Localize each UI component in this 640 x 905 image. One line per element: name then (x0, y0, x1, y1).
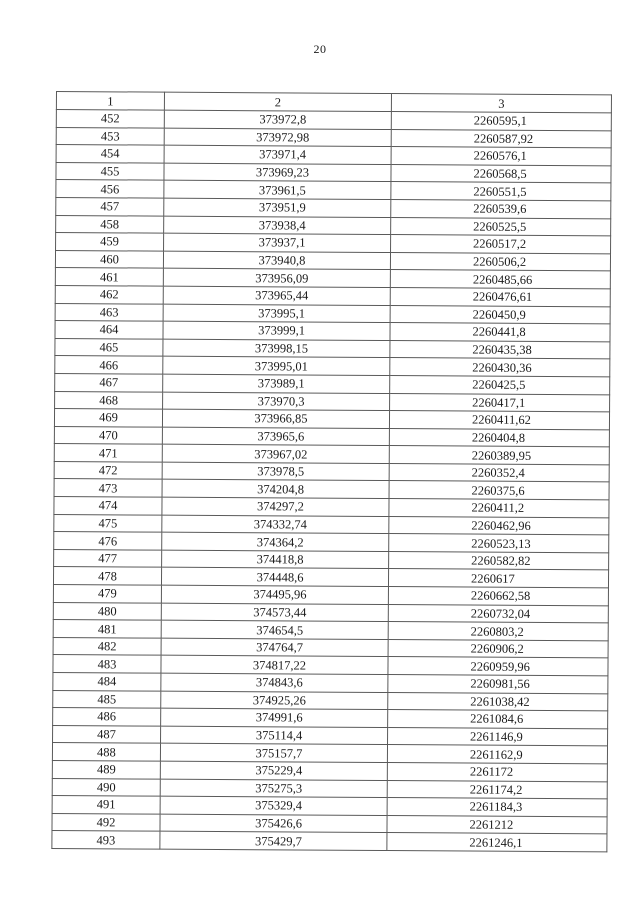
point-number-cell: 480 (53, 602, 161, 620)
y-coordinate-cell: 2260732,04 (388, 604, 608, 623)
point-number-cell: 454 (56, 145, 164, 163)
y-coordinate-cell: 2260411,62 (389, 411, 609, 430)
x-coordinate-cell: 373961,5 (164, 181, 391, 200)
x-coordinate-cell: 373937,1 (164, 233, 391, 252)
x-coordinate-cell: 375114,4 (161, 726, 388, 745)
x-coordinate-cell: 374332,74 (162, 515, 389, 534)
point-number-cell: 479 (53, 585, 161, 603)
column-header-y-coordinate: 3 (391, 94, 611, 113)
point-number-cell: 459 (56, 233, 164, 251)
x-coordinate-cell: 374448,6 (161, 568, 388, 587)
point-number-cell: 464 (55, 321, 163, 339)
point-number-cell: 493 (52, 831, 160, 849)
point-number-cell: 490 (52, 778, 160, 796)
x-coordinate-cell: 373951,9 (164, 198, 391, 217)
coordinates-table (51, 91, 612, 852)
y-coordinate-cell: 2260404,8 (389, 428, 609, 447)
y-coordinate-cell: 2260576,1 (391, 147, 611, 166)
column-header-point-number: 1 (56, 92, 164, 111)
column-header-x-coordinate: 2 (164, 92, 391, 111)
point-number-cell: 488 (52, 743, 160, 761)
x-coordinate-cell: 374925,26 (161, 691, 388, 710)
x-coordinate-cell: 373978,5 (162, 462, 389, 481)
y-coordinate-cell: 2260517,2 (391, 235, 611, 254)
point-number-cell: 491 (52, 796, 160, 814)
y-coordinate-cell: 2260450,9 (390, 305, 610, 324)
x-coordinate-cell: 373965,6 (162, 427, 389, 446)
y-coordinate-cell: 2261246,1 (387, 833, 607, 852)
y-coordinate-cell: 2260411,2 (389, 499, 609, 518)
x-coordinate-cell: 373938,4 (164, 216, 391, 235)
y-coordinate-cell: 2260476,61 (390, 287, 610, 306)
y-coordinate-cell: 2260435,38 (390, 340, 610, 359)
x-coordinate-cell: 374991,6 (161, 708, 388, 727)
y-coordinate-cell: 2261184,3 (387, 798, 607, 817)
y-coordinate-cell: 2260441,8 (390, 323, 610, 342)
y-coordinate-cell: 2260617 (388, 569, 608, 588)
x-coordinate-cell: 374297,2 (162, 497, 389, 516)
x-coordinate-cell: 373965,44 (163, 286, 390, 305)
y-coordinate-cell: 2261174,2 (387, 780, 607, 799)
y-coordinate-cell: 2260981,56 (388, 675, 608, 694)
point-number-cell: 472 (54, 461, 162, 479)
x-coordinate-cell: 375157,7 (160, 744, 387, 763)
point-number-cell: 469 (54, 409, 162, 427)
point-number-cell: 486 (53, 708, 161, 726)
page-number: 20 (313, 42, 327, 56)
point-number-cell: 484 (53, 672, 161, 690)
x-coordinate-cell: 374418,8 (162, 550, 389, 569)
point-number-cell: 460 (55, 250, 163, 268)
y-coordinate-cell: 2260375,6 (389, 481, 609, 500)
x-coordinate-cell: 373971,4 (164, 145, 391, 164)
point-number-cell: 474 (54, 497, 162, 515)
y-coordinate-cell: 2260582,82 (389, 551, 609, 570)
point-number-cell: 483 (53, 655, 161, 673)
x-coordinate-cell: 373956,09 (163, 269, 390, 288)
point-number-cell: 477 (54, 549, 162, 567)
y-coordinate-cell: 2261212 (387, 815, 607, 834)
point-number-cell: 475 (54, 514, 162, 532)
y-coordinate-cell: 2260587,92 (391, 129, 611, 148)
x-coordinate-cell: 375329,4 (160, 796, 387, 815)
point-number-cell: 453 (56, 127, 164, 145)
y-coordinate-cell: 2261084,6 (388, 710, 608, 729)
x-coordinate-cell: 373998,15 (163, 339, 390, 358)
point-number-cell: 471 (54, 444, 162, 462)
point-number-cell: 482 (53, 637, 161, 655)
point-number-cell: 489 (52, 760, 160, 778)
point-number-cell: 456 (56, 180, 164, 198)
x-coordinate-cell: 373999,1 (163, 321, 390, 340)
x-coordinate-cell: 374573,44 (161, 603, 388, 622)
y-coordinate-cell: 2260568,5 (391, 164, 611, 183)
point-number-cell: 473 (54, 479, 162, 497)
point-number-cell: 455 (56, 162, 164, 180)
y-coordinate-cell: 2260523,13 (389, 534, 609, 553)
y-coordinate-cell: 2260906,2 (388, 639, 608, 658)
point-number-cell: 466 (55, 356, 163, 374)
x-coordinate-cell: 374654,5 (161, 620, 388, 639)
x-coordinate-cell: 375275,3 (160, 779, 387, 798)
y-coordinate-cell: 2260506,2 (390, 252, 610, 271)
point-number-cell: 492 (52, 813, 160, 831)
y-coordinate-cell: 2260959,96 (388, 657, 608, 676)
table-body (52, 110, 612, 852)
y-coordinate-cell: 2260803,2 (388, 622, 608, 641)
point-number-cell: 481 (53, 620, 161, 638)
x-coordinate-cell: 374364,2 (162, 532, 389, 551)
y-coordinate-cell: 2261146,9 (388, 727, 608, 746)
x-coordinate-cell: 375229,4 (160, 761, 387, 780)
y-coordinate-cell: 2260525,5 (391, 217, 611, 236)
point-number-cell: 458 (56, 215, 164, 233)
table-row (52, 831, 607, 852)
y-coordinate-cell: 2260462,96 (389, 516, 609, 535)
point-number-cell: 462 (55, 285, 163, 303)
x-coordinate-cell: 373995,1 (163, 304, 390, 323)
y-coordinate-cell: 2260485,66 (390, 270, 610, 289)
y-coordinate-cell: 2260417,1 (390, 393, 610, 412)
y-coordinate-cell: 2260430,36 (390, 358, 610, 377)
point-number-cell: 457 (56, 197, 164, 215)
point-number-cell: 485 (53, 690, 161, 708)
x-coordinate-cell: 375429,7 (160, 831, 387, 850)
x-coordinate-cell: 373966,85 (162, 409, 389, 428)
x-coordinate-cell: 374817,22 (161, 656, 388, 675)
x-coordinate-cell: 373970,3 (163, 392, 390, 411)
point-number-cell: 478 (53, 567, 161, 585)
y-coordinate-cell: 2260389,95 (389, 446, 609, 465)
point-number-cell: 461 (55, 268, 163, 286)
x-coordinate-cell: 373967,02 (162, 444, 389, 463)
point-number-cell: 487 (53, 725, 161, 743)
point-number-cell: 465 (55, 338, 163, 356)
x-coordinate-cell: 373995,01 (163, 356, 390, 375)
x-coordinate-cell: 374843,6 (161, 673, 388, 692)
x-coordinate-cell: 373969,23 (164, 163, 391, 182)
x-coordinate-cell: 373972,98 (164, 128, 391, 147)
point-number-cell: 467 (55, 373, 163, 391)
x-coordinate-cell: 375426,6 (160, 814, 387, 833)
y-coordinate-cell: 2260662,58 (388, 587, 608, 606)
point-number-cell: 470 (54, 426, 162, 444)
x-coordinate-cell: 374764,7 (161, 638, 388, 657)
y-coordinate-cell: 2260425,5 (390, 375, 610, 394)
point-number-cell: 452 (56, 110, 164, 128)
y-coordinate-cell: 2261038,42 (388, 692, 608, 711)
x-coordinate-cell: 373972,8 (164, 110, 391, 129)
y-coordinate-cell: 2260539,6 (391, 200, 611, 219)
point-number-cell: 463 (55, 303, 163, 321)
point-number-cell: 476 (54, 532, 162, 550)
y-coordinate-cell: 2261162,9 (387, 745, 607, 764)
x-coordinate-cell: 374495,96 (161, 585, 388, 604)
y-coordinate-cell: 2260352,4 (389, 463, 609, 482)
point-number-cell: 468 (55, 391, 163, 409)
y-coordinate-cell: 2260551,5 (391, 182, 611, 201)
x-coordinate-cell: 373940,8 (163, 251, 390, 270)
x-coordinate-cell: 373989,1 (163, 374, 390, 393)
y-coordinate-cell: 2261172 (387, 763, 607, 782)
y-coordinate-cell: 2260595,1 (391, 112, 611, 131)
x-coordinate-cell: 374204,8 (162, 480, 389, 499)
